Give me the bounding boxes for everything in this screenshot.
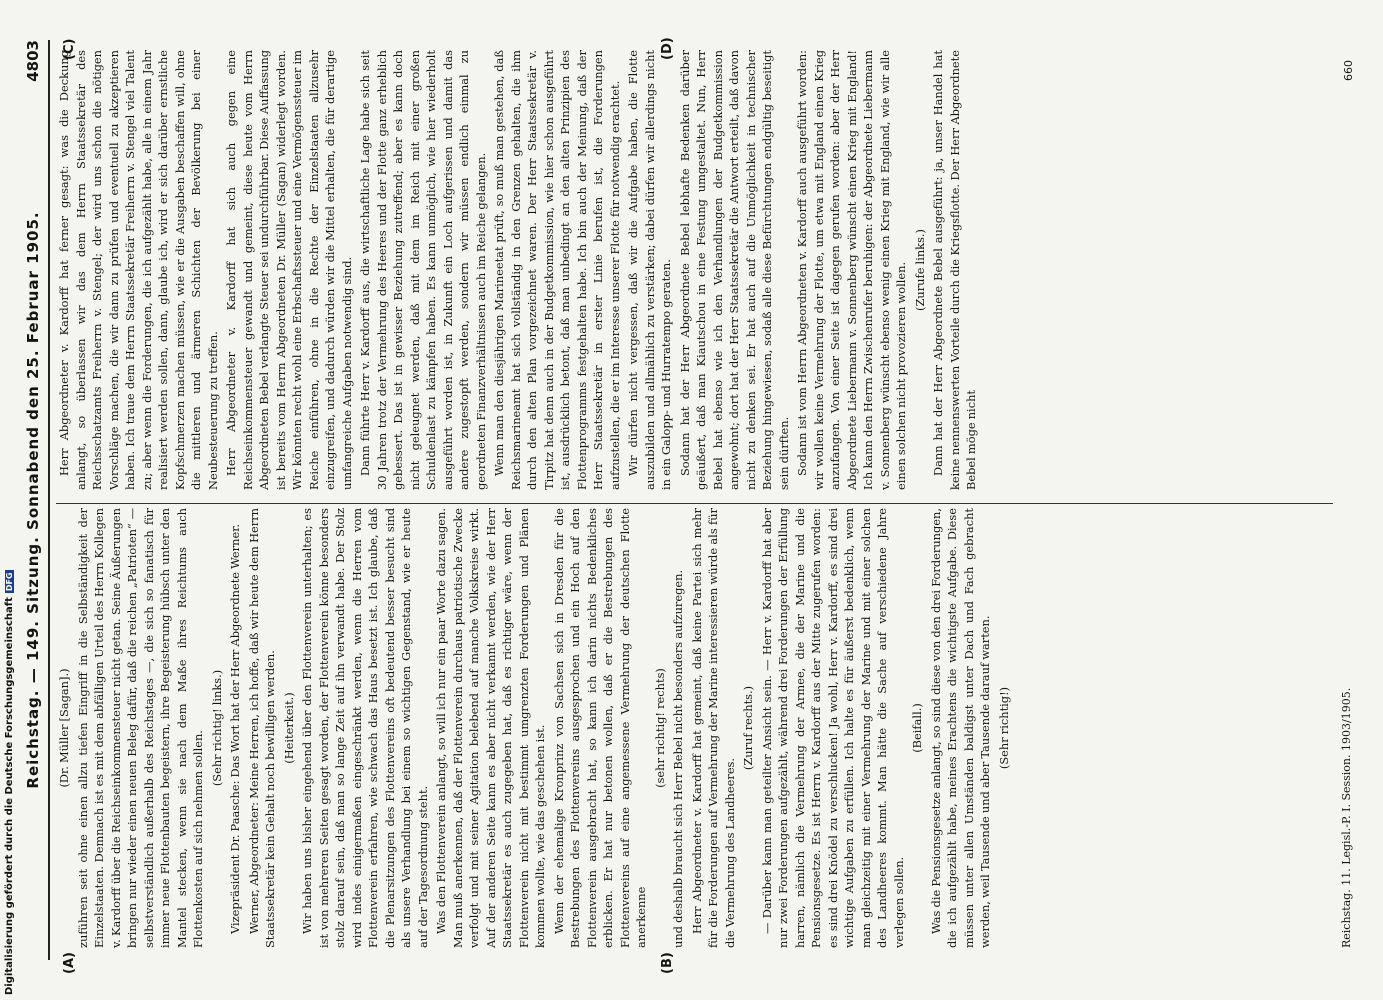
interjection: (Zuruf rechts.) [741,685,755,771]
header-page-number: 4803 [24,40,42,82]
paragraph: Vizepräsident Dr. Paasche: Das Wort hat der Herr Abgeordnete Werner. [228,523,242,934]
digitization-text: Digitalisierung gefördert durch die Deutsche Forschungsgemeinschaft [4,597,15,995]
header-title: Reichstag. — 149. Sitzung. Sonnabend den 25. Februar 1905. [24,211,42,789]
paragraph: Wir haben uns bisher eingehend über den Flottenverein unterhalten; es ist von mehreren Seiten gesagt worden, der Flottenverein könne besonders stolz darauf sein, daß man so lange Zeit auf ihn verwandt habe. Der Stolz wird indes einigermaßen eingeschränkt werden, wenn die Herren vom Flottenverein erfahren, wie schwach das Haus besetzt ist. Ich glaube, daß die Plenarsitzungen des Flottenvereins oft bedeutend besser besucht sind als unsere Verhandlung bei einem so wichtigen Gegenstand, wie er heute auf der Tagesordnung steht. [300,508,430,948]
paragraph: Werner, Abgeordneter: Meine Herren, ich hoffe, daß wir heute dem Herrn Staatssekretär kein Gehalt noch bewilligen werden. [246,508,277,948]
paragraph: Sodann hat der Herr Abgeordnete Bebel lebhafte Bedenken darüber geäußert, daß man Kiautschou in eine Festung umgestaltet. Nun, Herr Bebel hat ebenso wie ich den Verhandlungen der Budgetkommission angewohnt; dort hat der Herr Staatssekretär die Antwort erteilt, daß davon nicht zu denken sei. Er hat auch auf die Unmöglichkeit in technischer Beziehung hingewiesen, sodaß alle diese Befürchtungen endgültig beseitigt sein dürften. [677,50,791,490]
footer-publication: Reichstag. 11. Legisl.-P. I. Session. 1903/1905. [1340,687,1353,948]
interjection: (Sehr richtig! links.) [209,669,224,787]
paragraph: Was die Pensionsgesetze anlangt, so sind diese von den drei Forderungen, die ich aufgezählt habe, meines Erachtens die wichtigste Aufgabe. Diese müssen unter allen Umständen baldigst unter Dach und Fach gebracht werden, weil Tausende und aber Tausende darauf warten. [928,508,992,948]
paragraph: Was den Flottenverein anlangt, so will ich nur ein paar Worte dazu sagen. Man muß anerkennen, daß der Flottenverein durchaus patriotische Zwecke verfolgt und mit seiner Agitation belebend auf manche Volkskreise wirkt. Auf der anderen Seite kann es aber nicht verkannt werden, wie der Herr Staatssekretär es auch zugegeben hat, daß es richtiger wäre, wenn der Flottenverein nicht mit bestimmt umgrenzten Forderungen und Plänen kommen wollte, wie das geschehen ist. [434,508,547,948]
interjection: (Sehr richtig!) [996,686,1011,770]
paragraph: Herr Abgeordneter v. Kardorff hat sich auch gegen eine Reichseinkommensteuer gewandt und gemeint, diese heute vom Herrn Abgeordneten Bebel verlangte Steuer sei undurchführbar. Diese Auffassung ist bereits vom Herrn Abgeordneten Dr. Müller (Sagan) widerlegt worden. Wir könnten recht wohl eine Erbschaftssteuer und eine Vermögenssteuer im Reiche einführen, ohne in die Rechte der Einzelstaaten allzusehr einzugreifen, und dadurch würden wir die Mittel erhalten, die für derartige umfangreiche Aufgaben notwendig sind. [224,50,354,490]
paragraph: und deshalb braucht sich Herr Bebel nicht besonders aufzuregen. [671,569,685,948]
left-column [56,508,1353,948]
margin-marker-b: (B) [660,952,675,974]
interjection: (Dr. Müller [Sagan].) [57,668,71,788]
interjection: (Beifall.) [910,703,924,753]
margin-marker-d: (D) [660,37,675,60]
paragraph: Wenn der ehemalige Kronprinz von Sachsen sich in Dresden für die Bestrebungen des Flottenvereins ausgesprochen und ein Hoch auf den Flottenverein ausgebracht hat, so kann ich darin nichts Bedenkliches erblicken. Er hat nur betonen wollen, daß er die Bestrebungen des Flottenvereins auf eine angemessene Vermehrung der deutschen Flotte anerkenne [551,508,648,948]
page-header [22,40,50,960]
digitization-note [0,0,18,1000]
paragraph: — Darüber kann man geteilter Ansicht sein. — Herr v. Kardorff hat aber nur zwei Forderungen aufgezählt, während drei Forderungen der Erfüllung harren, nämlich die Vermehrung der Armee, die der Marine und die Pensionsgesetze. Es ist Herrn v. Kardorff aus der Mitte zugerufen worden: es sind drei Knödel zu verschlucken! Ja wohl, Herr v. Kardorff, es sind drei wichtige Aufgaben zu erfüllen. Ich halte es für äußerst bedenklich, wenn man gleichzeitig mit einer Vermehrung der Marine und mit einer solchen des Landheeres kommt. Man hätte die Sache auf verschiedene Jahre verlegen sollen. [759,508,906,948]
dfg-logo: DFG [5,572,14,592]
paragraph: Dann führte Herr v. Kardorff aus, die wirtschaftliche Lage habe sich seit 30 Jahren trotz der Vermehrung des Heeres und der Flotte ganz erheblich gebessert. Das ist in gewisser Beziehung zutreffend; aber es kann doch nicht geleugnet werden, daß mit dem im Reich mit einer großen Schuldenlast zu kämpfen haben. Es kann unmöglich, wie hier wiederholt ausgeführt worden ist, in Zukunft ein Loch aufgerissen und damit das andere zugestopft werden, sondern wir müssen endlich einmal zu geordneten Finanzverhältnissen auch im Reiche gelangen. [358,50,488,490]
column-divider [56,503,1333,504]
interjection: (Zurufe links.) [912,229,927,311]
paragraph: Wenn man den diesjährigen Marineetat prüft, so muß man gestehen, daß Reichsmarineamt hat sich vollständig in den Grenzen gehalten, die ihm durch den alten Plan vorgezeichnet waren. Der Herr Staatssekretär v. Tirpitz hat denn auch in der Budgetkommission, wie hier schon ausgeführt ist, ausdrücklich betont, daß man unbedingt an den alten Prinzipien des Flottenprogramms festgehalten habe. Ich bin auch der Meinung, daß der Herr Staatssekretär in erster Linie berufen ist, die Forderungen aufzustellen, die er im Interesse unserer Flotte für notwendig erachtet. [492,50,622,490]
interjection: (Heiterkeit.) [281,692,296,764]
margin-marker-a: (A) [62,952,77,974]
paragraph: Herr Abgeordneter v. Kardorff hat gemeint, daß keine Partei sich mehr für die Forderungen auf Vermehrung der Marine interessieren würde als für die Vermehrung des Landheeres. [689,508,737,948]
margin-marker-c: (C) [62,38,77,60]
paragraph: Wir dürfen nicht vergessen, daß wir die Aufgabe haben, die Flotte auszubilden und allmählich zu verstärken; dabei dürfen wir allerdings nicht in ein Galopp- und Hurratempo geraten. [626,50,673,490]
paragraph: zuführen seit ohne einen allzu tiefen Eingriff in die Selbständigkeit der Einzelstaaten. Demnach ist es mit dem abfälligen Urteil des Herrn Kollegen v. Kardorff über die Reichseinkommensteuer nicht getan. Seine Äußerungen bringen nur wieder einen neuen Beleg dafür, daß die reichen „Patrioten“ — selbstverständlich außerhalb des Reichstages —, die sich so fanatisch für immer neue Flottenbauten begeistern, ihre Begeisterung hübsch unter den Mantel stecken, wenn sie nach dem Maße ihres Reichtums auch Flottenkosten auf sich nehmen sollen. [75,508,205,948]
interjection: (sehr richtig! rechts) [652,668,667,788]
paragraph: Herr Abgeordneter v. Kardorff hat ferner gesagt: was die Deckung anlangt, so überlassen wir das dem Herrn Staatssekretär des Reichsschatzamts Freiherrn v. Stengel; der wird uns schon die nötigen Vorschläge machen, die wir dann zu prüfen und eventuell zu akzeptieren haben. Ich traue dem Herrn Staatssekretär Freiherrn v. Stengel viel Talent zu; aber wenn die Forderungen, die ich aufgezählt habe, alle in einem Jahr realisiert werden sollen, dann, glaube ich, wird er sich darüber ernstliche Kopfschmerzen machen müssen, wie er die Ausgaben beschaffen will, ohne die mittleren und ärmeren Schichten der Bevölkerung bei einer Neubesteuerung zu treffen. [57,50,220,490]
paragraph: Dann hat der Herr Abgeordnete Bebel ausgeführt: ja, unser Handel hat keine nennenswerten Vorteile durch die Kriegsflotte. Der Herr Abgeordnete Bebel möge nicht [931,50,978,490]
footer-page-number: 660 [1342,60,1355,81]
paragraph: Sodann ist vom Herrn Abgeordneten v. Kardorff auch ausgeführt worden: wir wollen keine Vermehrung der Flotte, um etwa mit England einen Krieg anzufangen. Von einer Seite ist dagegen gerufen worden: aber der Herr Abgeordnete Liebermann v. Sonnenberg wünscht einen Krieg mit England! Ich kann den Herrn Zwischenrufer beruhigen: der Abgeordnete Liebermann v. Sonnenberg wünscht ebenso wenig einen Krieg mit England, wie wir alle einen solchen nicht provozieren wollen. [795,50,908,490]
right-column [56,50,1353,490]
